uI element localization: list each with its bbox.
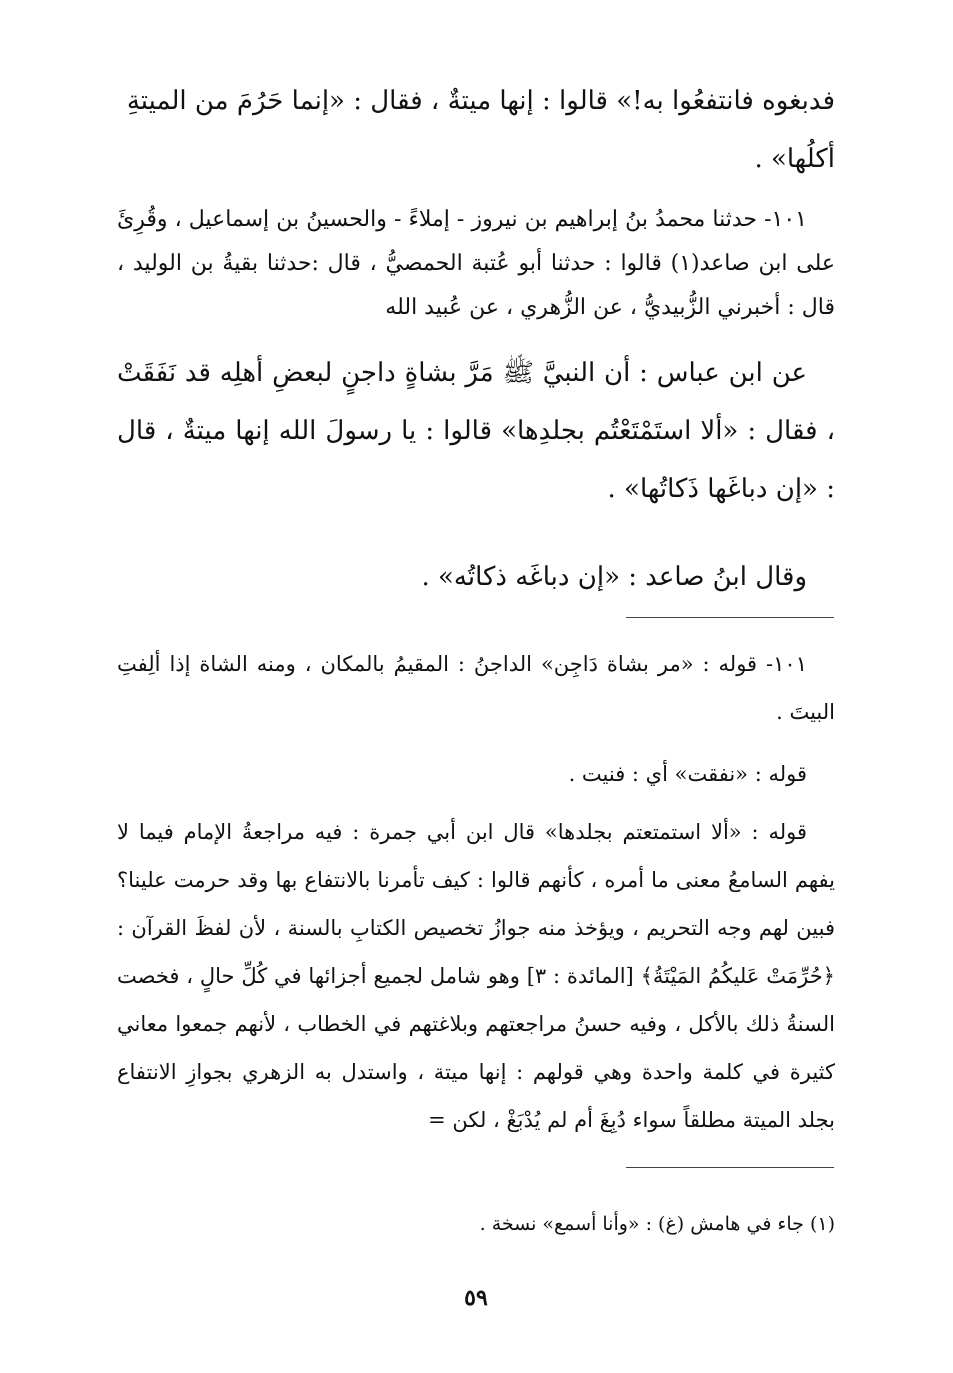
main-text-continuation — [117, 72, 835, 188]
section-divider — [626, 617, 834, 618]
page-number: ٥٩ — [464, 1285, 488, 1311]
text-line: أكلُها» . — [754, 144, 835, 174]
footnote: (١) جاء في هامش (غ) : «وأنا أسمع» نسخة . — [479, 1213, 835, 1235]
hadith-101-matn: عن ابن عباس : أن النبيَّ ﷺ مَرَّ بشاةٍ داجنٍ لبعضِ أهلِه قد نَفَقَتْ ، فقال : «ألا استَمْتَعْتُم بجلدِها» قالوا : يا رسولَ الله إنها ميتةٌ ، قال : «إن دباغَها ذَكاتُها» . — [117, 358, 835, 504]
text-line: فدبغوه فانتفعُوا به!» قالوا : إنها ميتةٌ ، فقال : «إنما حَرُمَ من الميتةِ — [126, 86, 835, 116]
commentary-paragraph-2: قوله : «نفقت» أي : فنيت . — [568, 762, 807, 786]
footnote-divider — [626, 1167, 834, 1168]
hadith-101-isnad: ١٠١- حدثنا محمدُ بنُ إبراهيم بن نيروز - إملاءً - والحسينُ بن إسماعيل ، وقُرِئَ على ابن صاعد(١) قالوا : حدثنا أبو عُتبة الحمصيُّ ، قال :حدثنا بقيةُ بن الوليد ، قال : أخبرني الزُّبيديُّ ، عن الزُّهري ، عن عُبيد الله — [117, 207, 835, 320]
ibn-saeed-narration: وقال ابنُ صاعد : «إن دباغَه ذكاتُه» . — [421, 562, 807, 592]
commentary-paragraph-1: ١٠١- قوله : «مر بشاة دَاجِن» الداجنُ : المقيمُ بالمكان ، ومنه الشاة إذا ألِفتِ البيتَ . — [117, 652, 835, 724]
commentary-paragraph-3: قوله : «ألا استمتعتم بجلدها» قال ابن أبي جمرة : فيه مراجعةُ الإمام فيما لا يفهم السامعُ معنى ما أمره ، كأنهم قالوا : كيف تأمرنا بالانتفاع بها وقد حرمت علينا؟ فبين لهم وجه التحريم ، ويؤخذ منه جوازُ تخصيص الكتابِ بالسنة ، لأن لفظَ القرآن : ﴿حُرِّمَتْ عَليكُمُ المَيْتَةُ﴾ [المائدة : ٣] وهو شامل لجميع أجزائها في كُلِّ حالٍ ، فخصت السنةُ ذلك بالأكل ، وفيه حسنُ مراجعتهم وبلاغتهم في الخطاب ، لأنهم جمعوا معاني كثيرة في كلمة واحدة وهي قولهم : إنها ميتة ، واستدل به الزهري بجوازِ الانتفاع بجلد الميتة مطلقاً سواء دُبِغَ أم لم يُدْبَغْ ، لكن = — [117, 820, 835, 1132]
